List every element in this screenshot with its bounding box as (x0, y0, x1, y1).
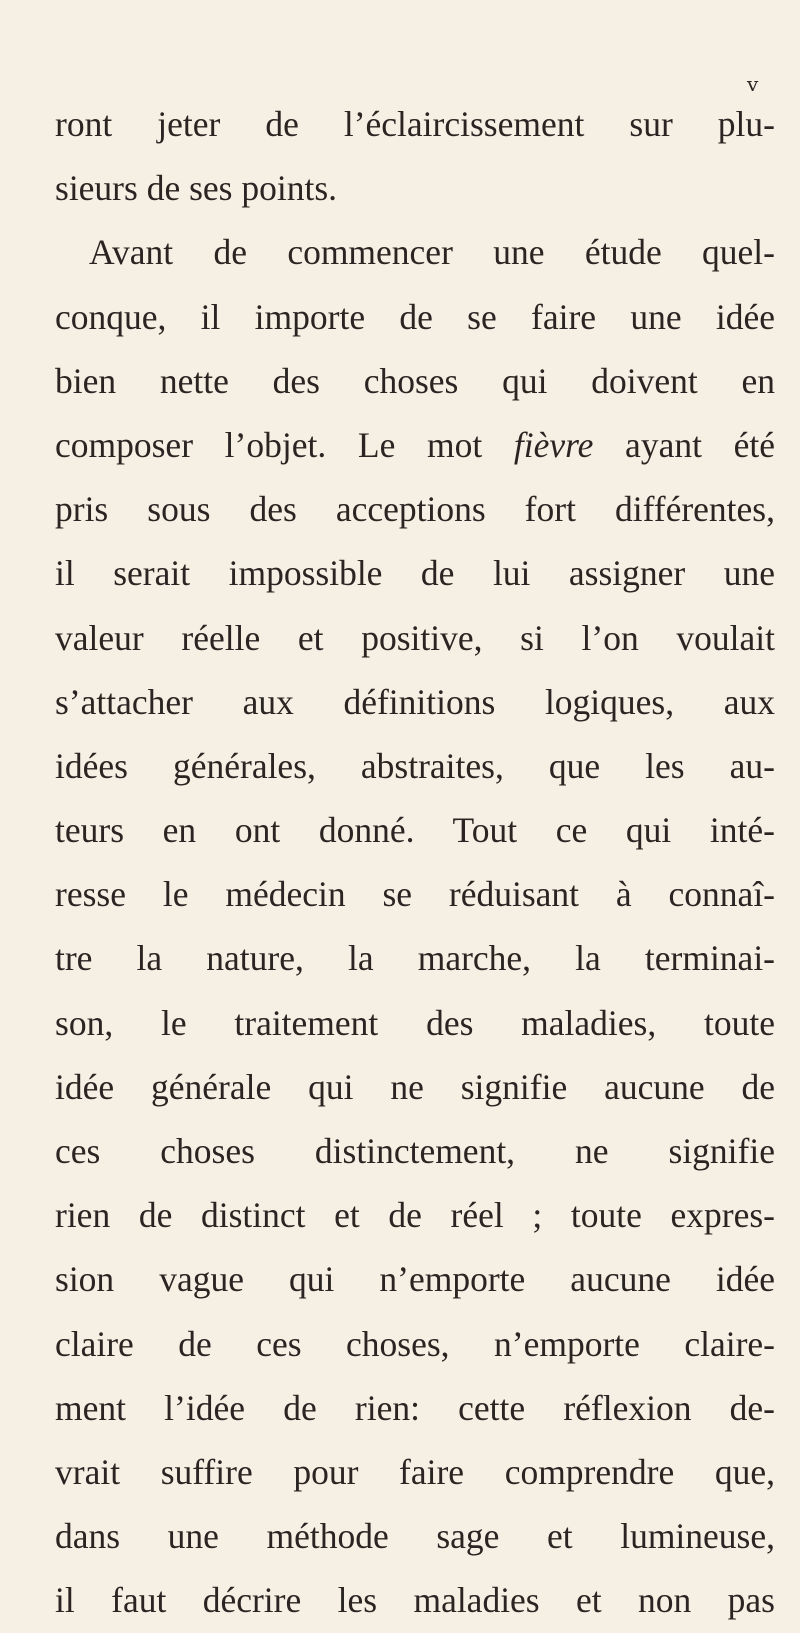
text-line-11: idées générales, abstraites, que les au- (55, 745, 775, 786)
body-text (55, 92, 775, 1633)
text-line-23: dans une méthode sage et lumineuse, (55, 1516, 775, 1557)
text-line-14: tre la nature, la marche, la terminai- (55, 938, 775, 979)
signature-mark: v (747, 72, 759, 96)
text-line-12: teurs en ont donné. Tout ce qui inté- (55, 810, 775, 851)
text-line-8: il serait impossible de lui assigner une (55, 553, 775, 594)
text-line-1: ront jeter de l’éclaircissement sur plu- (55, 104, 775, 144)
text-line-6-start: composer l’objet. Le mot (55, 424, 514, 465)
text-line-22: vrait suffire pour faire comprendre que, (55, 1451, 775, 1492)
text-line-5: bien nette des choses qui doivent en (55, 360, 775, 401)
text-line-19: sion vague qui n’emporte aucune idée (55, 1259, 775, 1300)
text-line-15: son, le traitement des maladies, toute (55, 1002, 775, 1043)
text-line-16: idée générale qui ne signifie aucune de (55, 1066, 775, 1107)
text-line-20: claire de ces choses, n’emporte claire- (55, 1323, 775, 1364)
text-line-4: conque, il importe de se faire une idée (55, 296, 775, 337)
italic-word: fièvre (513, 424, 594, 465)
text-line-6-end: ayant été (593, 424, 775, 465)
text-line-13: resse le médecin se réduisant à connaî- (55, 874, 775, 915)
text-line-7: pris sous des acceptions fort différentes, (55, 489, 775, 530)
text-line-21: ment l’idée de rien: cette réflexion de- (55, 1387, 775, 1428)
text-line-18: rien de distinct et de réel ; toute expres- (55, 1195, 775, 1236)
text-line-9: valeur réelle et positive, si l’on voulait (55, 617, 775, 658)
text-line-24: il faut décrire les maladies et non pas (55, 1580, 775, 1621)
text-line-10: s’attacher aux définitions logiques, aux (55, 681, 775, 722)
text-line-2: sieurs de ses points. (55, 168, 338, 209)
text-line-6 (55, 413, 775, 477)
text-line-17: ces choses distinctement, ne signifie (55, 1131, 775, 1171)
text-line-3: Avant de commencer une étude quel- (89, 232, 775, 273)
